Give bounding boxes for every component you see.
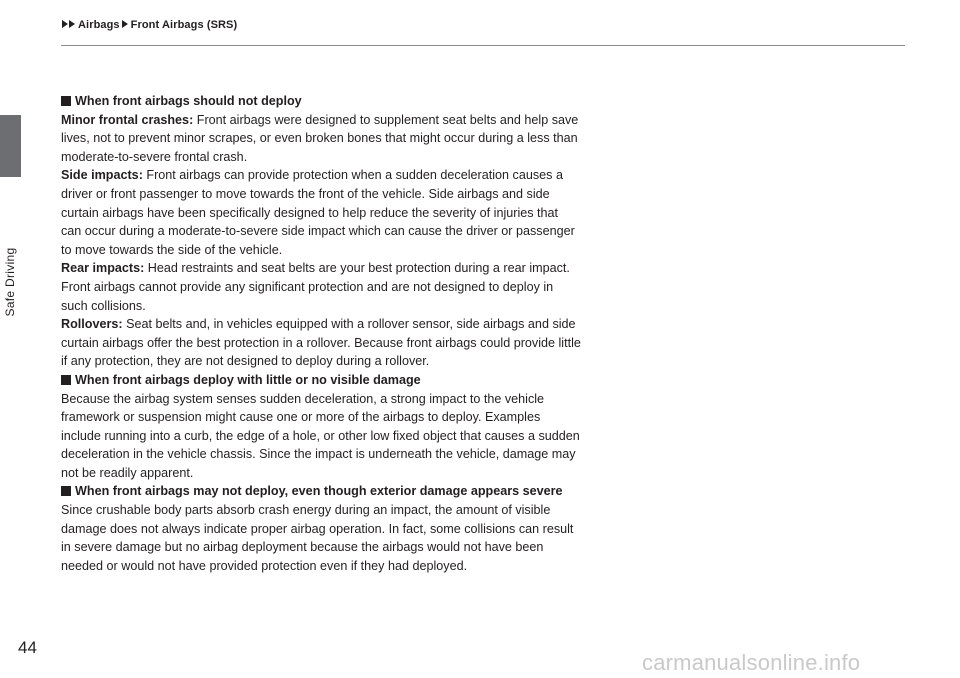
paragraph bbox=[61, 390, 581, 483]
paragraph-text: Head restraints and seat belts are your best protection during a rear impact. Front airbags cannot provide any significant protection and are not designed to deploy in such collisions. bbox=[61, 261, 570, 313]
section-heading: When front airbags may not deploy, even though exterior damage appears severe bbox=[61, 482, 581, 501]
breadcrumb bbox=[62, 19, 237, 31]
breadcrumb-separator-icon bbox=[122, 20, 128, 28]
section-side-label: Safe Driving bbox=[3, 247, 17, 317]
breadcrumb-item-airbags[interactable]: Airbags bbox=[78, 19, 120, 31]
paragraph bbox=[61, 111, 581, 167]
paragraph-text: Front airbags were designed to supplement seat belts and help save lives, not to prevent minor scrapes, or even broken bones that might occur during a less than moderate-to-severe frontal crash. bbox=[61, 112, 579, 164]
breadcrumb-arrow-icon bbox=[62, 20, 68, 28]
paragraph bbox=[61, 315, 581, 371]
paragraph-lead: Minor frontal crashes: bbox=[61, 112, 194, 127]
paragraph-text: Because the airbag system senses sudden deceleration, a strong impact to the vehicle framework or suspension might cause one or more of the airbags to deploy. Examples include running into a curb, the edge of a hole, or other low fixed object that causes a sudden deceleration in the vehicle chassis. Since the impact is underneath the vehicle, damage may not be readily apparent. bbox=[61, 391, 580, 480]
paragraph-lead: Side impacts: bbox=[61, 168, 143, 183]
watermark: carmanualsonline.info bbox=[642, 650, 861, 675]
paragraph bbox=[61, 501, 581, 575]
section-heading: When front airbags should not deploy bbox=[61, 92, 581, 111]
paragraph-text: Since crushable body parts absorb crash energy during an impact, the amount of visible damage does not always indicate proper airbag operation. In fact, some collisions can result in severe damage but no airbag deployment because the airbags would not have been needed or would not have provided protection even if they had deployed. bbox=[61, 503, 574, 573]
breadcrumb-arrow-icon bbox=[69, 20, 75, 28]
paragraph-lead: Rollovers: bbox=[61, 317, 123, 332]
page-content bbox=[61, 92, 581, 575]
paragraph-text: Seat belts and, in vehicles equipped with a rollover sensor, side airbags and side curtain airbags offer the best protection in a rollover. Because front airbags could provide little if any protection, they are not designed to deploy during a rollover. bbox=[61, 317, 581, 369]
paragraph bbox=[61, 166, 581, 259]
paragraph-lead: Rear impacts: bbox=[61, 261, 145, 276]
square-bullet-icon bbox=[61, 486, 71, 496]
header-divider bbox=[61, 45, 905, 46]
square-bullet-icon bbox=[61, 96, 71, 106]
square-bullet-icon bbox=[61, 375, 71, 385]
paragraph-text: Front airbags can provide protection when a sudden deceleration causes a driver or front passenger to move towards the front of the vehicle. Side airbags and side curtain airbags have been specifically designed to help reduce the severity of injuries that can occur during a moderate-to-severe side impact which can cause the driver or passenger to move towards the side of the vehicle. bbox=[61, 168, 575, 257]
breadcrumb-item-front-airbags[interactable]: Front Airbags (SRS) bbox=[130, 19, 238, 31]
section-tab bbox=[0, 115, 21, 177]
paragraph bbox=[61, 259, 581, 315]
section-heading: When front airbags deploy with little or no visible damage bbox=[61, 371, 581, 390]
page-number: 44 bbox=[18, 638, 37, 657]
